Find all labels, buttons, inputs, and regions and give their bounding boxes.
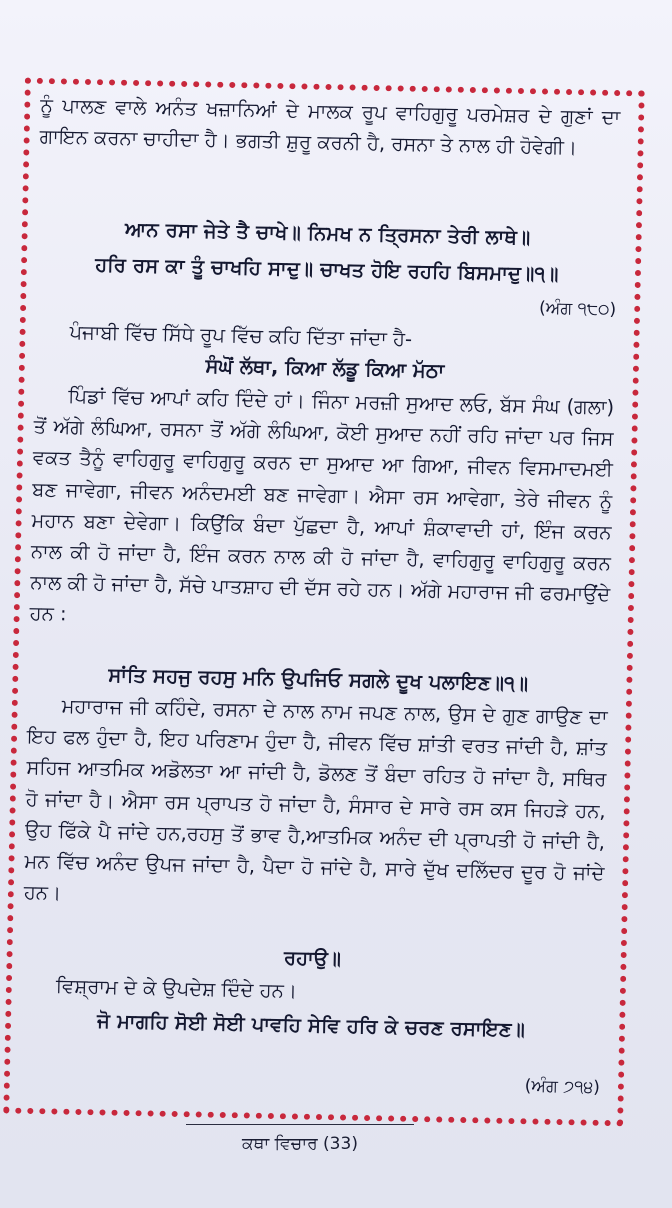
paragraph-3: ਪਿੰਡਾਂ ਵਿੱਚ ਆਪਾਂ ਕਹਿ ਦਿੰਦੇ ਹਾਂ। ਜਿੰਨਾ ਮਰਜ਼ੀ ਸੁਆਦ ਲਓ, ਬੱਸ ਸੰਘ (ਗਲਾ) ਤੋਂ ਅੱਗੇ ਲੰਘਿਆ, ਰਸਨਾ ਤੋਂ ਅੱਗੇ ਲੰਘਿਆ, ਕੋਈ ਸੁਆਦ ਨਹੀਂ ਰਹਿ ਜਾਂਦਾ ਪਰ ਜਿਸ ਵਕਤ ਤੈਨੂੰ ਵਾਹਿਗੁਰੂ ਵਾਹਿਗੁਰੂ ਕਰਨ ਦਾ ਸੁਆਦ ਆ ਗਿਆ, ਜੀਵਨ ਵਿਸਮਾਦਮਈ ਬਣ ਜਾਵੇਗਾ, ਜੀਵਨ ਅਨੰਦਮਈ ਬਣ ਜਾਵੇਗਾ। ਐਸਾ ਰਸ ਆਵੇਗਾ, ਤੇਰੇ ਜੀਵਨ ਨੂੰ ਮਹਾਨ ਬਣਾ ਦੇਵੇਗਾ। ਕਿਉਂਕਿ ਬੰਦਾ ਪੁੱਛਦਾ ਹੈ, ਆਪਾਂ ਸ਼ੰਕਾਵਾਦੀ ਹਾਂ, ਇੰਜ ਕਰਨ ਨਾਲ ਕੀ ਹੋ ਜਾਂਦਾ ਹੈ, ਇੰਜ ਕਰਨ ਨਾਲ ਕੀ ਹੋ ਜਾਂਦਾ ਹੈ, ਵਾਹਿਗੁਰੂ ਵਾਹਿਗੁਰੂ ਕਰਨ ਨਾਲ ਕੀ ਹੋ ਜਾਂਦਾ ਹੈ, ਸੱਚੇ ਪਾਤਸ਼ਾਹ ਦੀ ਦੱਸ ਰਹੇ ਹਨ। ਅੱਗੇ ਮਹਾਰਾਜ ਜੀ ਫਰਮਾਉਂਦੇ ਹਨ : [29, 384, 615, 626]
paragraph-1: ਨੂੰ ਪਾਲਣ ਵਾਲੇ ਅਨੰਤ ਖਜ਼ਾਨਿਆਂ ਦੇ ਮਾਲਕ ਰੂਪ ਵਾਹਿਗੁਰੂ ਪਰਮੇਸ਼ਰ ਦੇ ਗੁਣਾਂ ਦਾ ਗਾਇਨ ਕਰਨਾ ਚਾਹੀਦਾ ਹੈ। ਭਗਤੀ ਸ਼ੁਰੂ ਕਰਨੀ ਹੈ, ਰਸਨਾ ਤੇ ਨਾਲ ਹੀ ਹੋਵੇਗੀ। [39, 93, 621, 160]
verse-1-line-2: ਹਰਿ ਰਸ ਕਾ ਤੂੰ ਚਾਖਹਿ ਸਾਦੁ॥ ਚਾਖਤ ਹੋਇ ਰਹਹਿ ਬਿਸਮਾਦੁ॥੧॥ [95, 252, 559, 286]
reference-2: (ਅੰਗ ੭੧੪) [524, 1076, 601, 1098]
paragraph-5: ਵਿਸ਼੍ਰਾਮ ਦੇ ਕੇ ਉਪਦੇਸ਼ ਦਿੰਦੇ ਹਨ। [55, 974, 298, 1003]
saying-heading: ਸੰਘੋਂ ਲੱਥਾ, ਕਿਆ ਲੱਡੂ ਕਿਆ ਮੱਠਾ [205, 354, 445, 383]
page-footer: ਕਥਾ ਵਿਚਾਰ (33) [242, 1134, 358, 1154]
verse-1 [37, 210, 618, 294]
verse-1-line-1: ਆਨ ਰਸਾ ਜੇਤੇ ਤੈ ਚਾਖੇ॥ ਨਿਮਖ ਨ ਤ੍ਰਿਸਨਾ ਤੇਰੀ ਲਾਥੇ॥ [124, 217, 531, 250]
verse-3: ਜੋ ਮਾਗਹਿ ਸੋਈ ਸੋਈ ਪਾਵਹਿ ਸੇਵਿ ਹਰਿ ਕੇ ਚਰਣ ਰਸਾਇਣ॥ [96, 1009, 526, 1042]
verse-2: ਸਾਂਤਿ ਸਹਜੁ ਰਹਸੁ ਮਨਿ ਉਪਜਿਓ ਸਗਲੇ ਦੂਖ ਪਲਾਇਣ॥੧॥ [108, 663, 529, 696]
paragraph-2: ਪੰਜਾਬੀ ਵਿੱਚ ਸਿੱਧੇ ਰੂਪ ਵਿੱਚ ਕਹਿ ਦਿੱਤਾ ਜਾਂਦਾ ਹੈ- [69, 320, 413, 351]
page-content [19, 90, 644, 1112]
footer-divider [186, 1124, 414, 1125]
paragraph-4: ਮਹਾਰਾਜ ਜੀ ਕਹਿੰਦੇ, ਰਸਨਾ ਦੇ ਨਾਲ ਨਾਮ ਜਪਣ ਨਾਲ, ਉਸ ਦੇ ਗੁਣ ਗਾਉਣ ਦਾ ਇਹ ਫਲ ਹੁੰਦਾ ਹੈ, ਇਹ ਪਰਿਣਾਮ ਹੁੰਦਾ ਹੈ, ਜੀਵਨ ਵਿੱਚ ਸ਼ਾਂਤੀ ਵਰਤ ਜਾਂਦੀ ਹੈ, ਸ਼ਾਂਤ ਸਹਿਜ ਆਤਮਿਕ ਅਡੋਲਤਾ ਆ ਜਾਂਦੀ ਹੈ, ਡੋਲਣ ਤੋਂ ਬੰਦਾ ਰਹਿਤ ਹੋ ਜਾਂਦਾ ਹੈ, ਸਥਿਰ ਹੋ ਜਾਂਦਾ ਹੈ। ਐਸਾ ਰਸ ਪ੍ਰਾਪਤ ਹੋ ਜਾਂਦਾ ਹੈ, ਸੰਸਾਰ ਦੇ ਸਾਰੇ ਰਸ ਕਸ ਜਿਹੜੇ ਹਨ, ਉਹ ਫਿੱਕੇ ਪੈ ਜਾਂਦੇ ਹਨ,ਰਹਸੁ ਤੋਂ ਭਾਵ ਹੈ,ਆਤਮਿਕ ਅਨੰਦ ਦੀ ਪ੍ਰਾਪਤੀ ਹੋ ਜਾਂਦੀ ਹੈ, ਮਨ ਵਿੱਚ ਅਨੰਦ ਉਪਜ ਜਾਂਦਾ ਹੈ, ਪੈਦਾ ਹੋ ਜਾਂਦੇ ਹੈ, ਸਾਰੇ ਦੁੱਖ ਦਲਿੱਦਰ ਦੂਰ ਹੋ ਜਾਂਦੇ ਹਨ। [23, 694, 608, 905]
reference-1: (ਅੰਗ ੧੮੦) [538, 298, 617, 320]
rahao-heading: ਰਹਾਉ॥ [283, 946, 342, 971]
